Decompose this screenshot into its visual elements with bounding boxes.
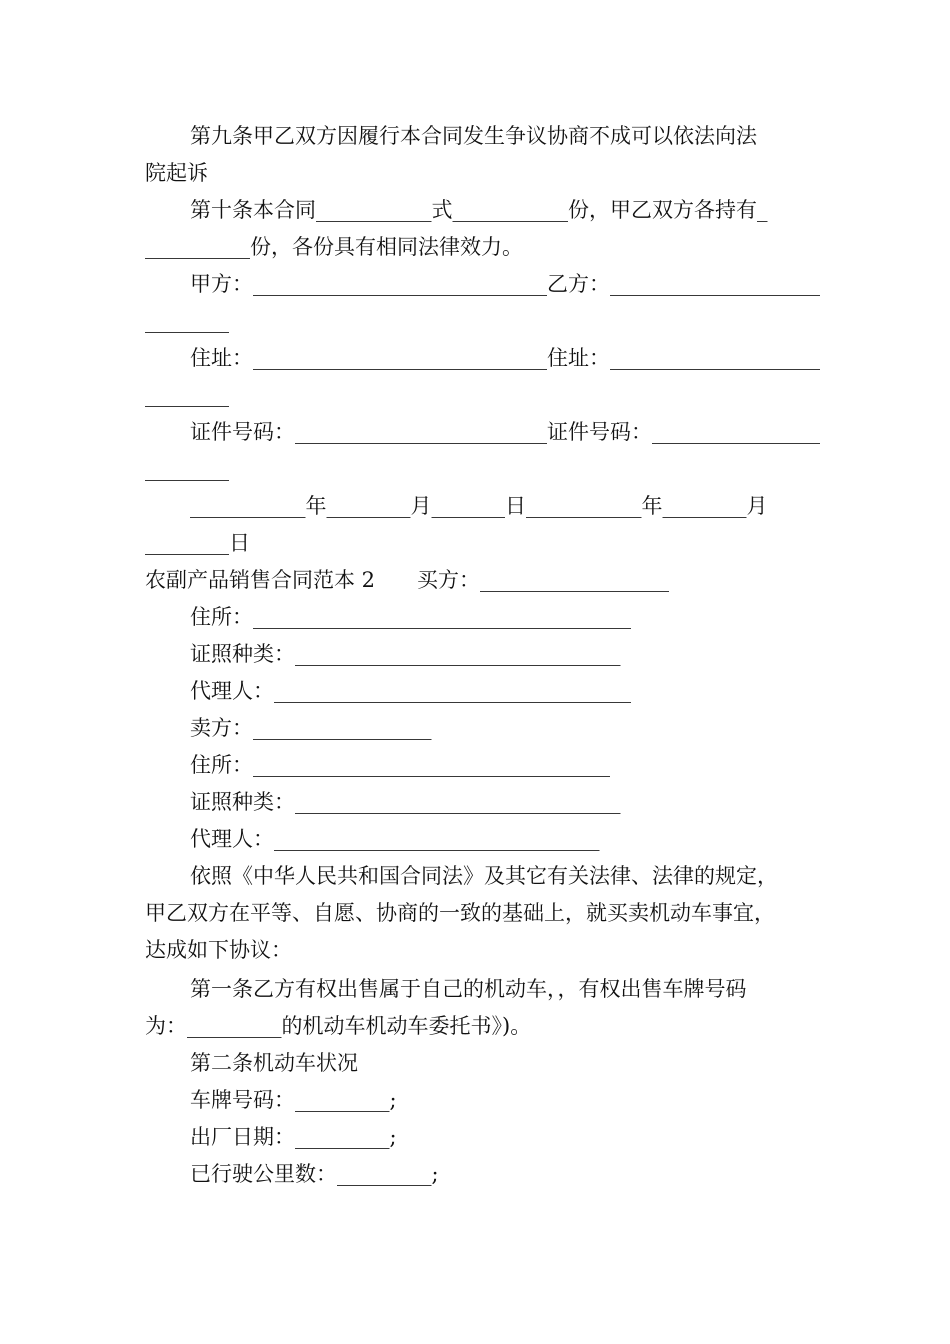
buyer-residence: 住所：____________________________________	[190, 605, 631, 629]
party-a-b-line-cont: ________	[145, 309, 229, 333]
date-line-cont: ________日	[145, 531, 250, 555]
manufacture-date: 出厂日期：_________;	[190, 1125, 397, 1149]
party-a-b-line: 甲方：____________________________乙方：____________________	[190, 272, 820, 296]
article-1-line-2: 为：_________的机动车机动车委托书》)。	[145, 1014, 532, 1038]
article-10-line-2: __________份，各份具有相同法律效力。	[145, 235, 523, 259]
date-line: ___________年________月_______日___________年________月	[190, 494, 768, 518]
buyer-agent: 代理人：__________________________________	[190, 679, 631, 703]
address-line-cont: ________	[145, 383, 229, 407]
template-title-buyer: 农副产品销售合同范本 2 买方：__________________	[145, 568, 670, 592]
buyer-id-type: 证照种类：_______________________________	[190, 642, 621, 666]
id-number-line-cont: ________	[145, 457, 229, 481]
article-1-line-1: 第一条乙方有权出售属于自己的机动车，，有权出售车牌号码	[190, 977, 747, 1001]
article-10-line-1: 第十条本合同___________式___________份，甲乙双方各持有_	[190, 198, 768, 222]
seller-id-type: 证照种类：_______________________________	[190, 790, 621, 814]
id-number-line: 证件号码：________________________证件号码：________________	[190, 420, 820, 444]
mileage: 已行驶公里数：_________;	[190, 1162, 439, 1186]
preamble-line-1: 依照《中华人民共和国合同法》及其它有关法律、法律的规定，	[190, 864, 778, 888]
article-2-heading: 第二条机动车状况	[190, 1051, 358, 1075]
address-line: 住址：____________________________住址：____________________	[190, 346, 820, 370]
plate-number: 车牌号码：_________;	[190, 1088, 397, 1112]
article-9-line-2: 院起诉	[145, 161, 208, 185]
preamble-line-2: 甲乙双方在平等、自愿、协商的一致的基础上，就买卖机动车事宜，	[145, 901, 775, 925]
preamble-line-3: 达成如下协议：	[145, 938, 292, 962]
seller-residence: 住所：__________________________________	[190, 753, 610, 777]
article-9-line-1: 第九条甲乙双方因履行本合同发生争议协商不成可以依法向法	[190, 124, 757, 148]
seller-agent: 代理人：_______________________________	[190, 827, 600, 851]
seller: 卖方：_________________	[190, 716, 432, 740]
